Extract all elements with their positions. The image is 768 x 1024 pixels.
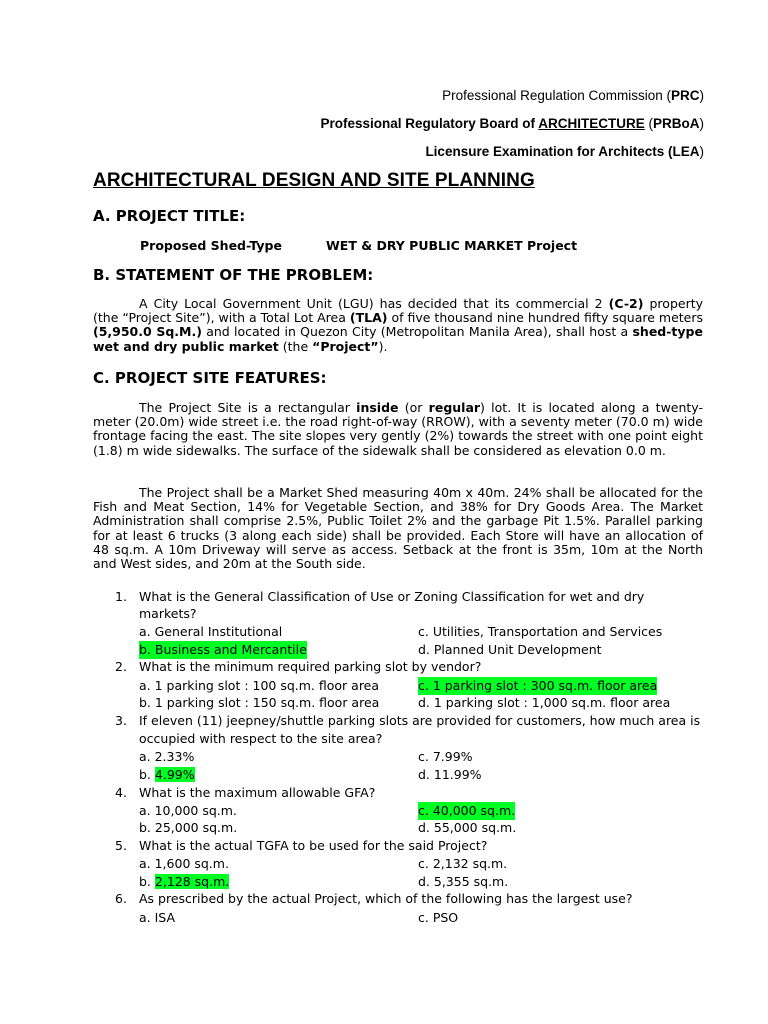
header-lea-text: Licensure Examination for Architects ( <box>425 144 673 159</box>
option-d[interactable]: d. 1 parking slot : 1,000 sq.m. floor area <box>418 695 671 710</box>
option-d[interactable]: d. 11.99% <box>418 767 482 782</box>
option-b-highlighted: 4.99% <box>154 767 195 782</box>
project-title-left: Proposed Shed-Type <box>140 238 282 253</box>
option-c-highlighted[interactable]: c. 40,000 sq.m. <box>418 803 516 818</box>
option-a[interactable]: a. 1 parking slot : 100 sq.m. floor area <box>139 678 380 693</box>
section-c-heading: C. PROJECT SITE FEATURES: <box>93 369 327 387</box>
question-text: What is the actual TGFA to be used for the said Project? <box>139 838 488 853</box>
question-number: 6. <box>115 891 127 906</box>
question-number: 2. <box>115 659 127 674</box>
option-b-prefix: b. <box>139 767 155 782</box>
section-b-heading: B. STATEMENT OF THE PROBLEM: <box>93 266 374 284</box>
option-a[interactable]: a. 10,000 sq.m. <box>139 803 237 818</box>
para1-bold: (TLA) <box>349 310 388 326</box>
option-c[interactable]: c. 7.99% <box>418 749 473 764</box>
option-b[interactable]: b. 1 parking slot : 150 sq.m. floor area <box>139 695 380 710</box>
option-c[interactable]: c. 2,132 sq.m. <box>418 856 508 871</box>
para1-text: and located in Quezon City (Metropolitan Manila Area), shall host a <box>201 324 633 340</box>
option-a[interactable]: a. 1,600 sq.m. <box>139 856 229 871</box>
header-prc-abbr: PRC <box>670 88 700 103</box>
header-prboa-architecture: ARCHITECTURE <box>538 116 645 131</box>
site-features-paragraph <box>93 401 703 458</box>
question-text: As prescribed by the actual Project, which of the following has the largest use? <box>139 891 633 906</box>
para2-bold: regular <box>428 400 481 415</box>
header-prboa-text: Professional Regulatory Board of <box>320 116 539 131</box>
option-b-prefix: b. <box>139 874 155 889</box>
para1-bold: shed-type wet and dry public market <box>93 324 703 354</box>
option-b-highlighted: 2,128 sq.m. <box>154 874 230 889</box>
header-lea-close: ) <box>699 144 704 159</box>
option-c[interactable]: c. Utilities, Transportation and Services <box>418 624 663 639</box>
header-prc-text: Professional Regulation Commission ( <box>442 88 671 103</box>
question-text: What is the minimum required parking slot by vendor? <box>139 659 482 674</box>
header-lea-abbr: LEA <box>672 144 700 159</box>
option-a[interactable]: a. ISA <box>139 910 176 925</box>
header-prc <box>442 88 704 103</box>
question-text: If eleven (11) jeepney/shuttle parking slots are provided for customers, how much area is <box>139 713 701 728</box>
project-program-paragraph: The Project shall be a Market Shed measuring 40m x 40m. 24% shall be allocated for the Fish and Meat Section, 14% for Vegetable Section, and 38% for Dry Goods Area. The Market Administration shall comprise 2.5%, Public Toilet 2% and the garbage Pit 1.5%. Parallel parking for at least 6 trucks (3 along each side) shall be provided. Each Store will have an allocation of 48 sq.m. A 10m Driveway will serve as access. Setback at the front is 35m, 10m at the North and West sides, and 20m at the South side. <box>93 485 703 572</box>
option-b[interactable]: b. 25,000 sq.m. <box>139 820 238 835</box>
option-c[interactable]: c. PSO <box>418 910 459 925</box>
para2-text: (or <box>398 400 429 415</box>
header-lea <box>425 144 704 159</box>
para1-bold: (C-2) <box>608 296 644 311</box>
para1-text: ). <box>378 338 388 354</box>
header-prboa-abbr: PRBoA <box>653 116 700 131</box>
question-number: 3. <box>115 713 127 728</box>
header-prc-close: ) <box>699 88 704 103</box>
option-d[interactable]: d. 5,355 sq.m. <box>418 874 509 889</box>
question-text: What is the General Classification of Use or Zoning Classification for wet and dry <box>139 589 645 604</box>
para2-text: The Project Site is a rectangular <box>139 400 357 415</box>
para1-text: (the <box>278 338 313 354</box>
option-b[interactable] <box>139 766 195 784</box>
question-number: 4. <box>115 785 127 800</box>
option-b[interactable] <box>139 873 229 891</box>
question-text: What is the maximum allowable GFA? <box>139 785 376 800</box>
para1-text: property (the “Project Site”), with a Total Lot Area <box>93 296 704 326</box>
question-text: occupied with respect to the site area? <box>139 731 383 746</box>
option-d[interactable]: d. Planned Unit Development <box>418 642 602 657</box>
header-prboa <box>320 116 704 131</box>
project-title-right: WET & DRY PUBLIC MARKET Project <box>326 238 578 253</box>
para2-bold: inside <box>356 400 399 415</box>
para1-bold: (5,950.0 Sq.M.) <box>93 324 202 340</box>
question-text: markets? <box>139 606 197 621</box>
option-c-highlighted[interactable]: c. 1 parking slot : 300 sq.m. floor area <box>418 678 658 693</box>
document-title: ARCHITECTURAL DESIGN AND SITE PLANNING <box>93 170 535 191</box>
question-number: 5. <box>115 838 127 853</box>
header-prboa-close: ) <box>699 116 704 131</box>
header-prboa-open: ( <box>644 116 653 131</box>
section-a-heading: A. PROJECT TITLE: <box>93 207 246 225</box>
para1-text: of five thousand nine hundred fifty square meters <box>387 310 704 326</box>
para1-bold: “Project” <box>312 338 379 354</box>
para1-text: A City Local Government Unit (LGU) has decided that its commercial 2 <box>139 296 609 311</box>
problem-statement-paragraph <box>93 297 703 354</box>
option-a[interactable]: a. General Institutional <box>139 624 283 639</box>
question-number: 1. <box>115 589 127 604</box>
option-b-highlighted[interactable]: b. Business and Mercantile <box>139 642 307 657</box>
option-a[interactable]: a. 2.33% <box>139 749 195 764</box>
option-d[interactable]: d. 55,000 sq.m. <box>418 820 517 835</box>
para2-text: ) lot. It is located along a twenty-meter (20.0m) wide street i.e. the road right-of-way (RROW), with a seventy meter (70.0 m) wide frontage facing the east. The site slopes very gently (2%) towards the street with one point eight (1.8) m wide sidewalks. The surface of the sidewalk shall be considered as elevation 0.0 m. <box>93 400 703 458</box>
